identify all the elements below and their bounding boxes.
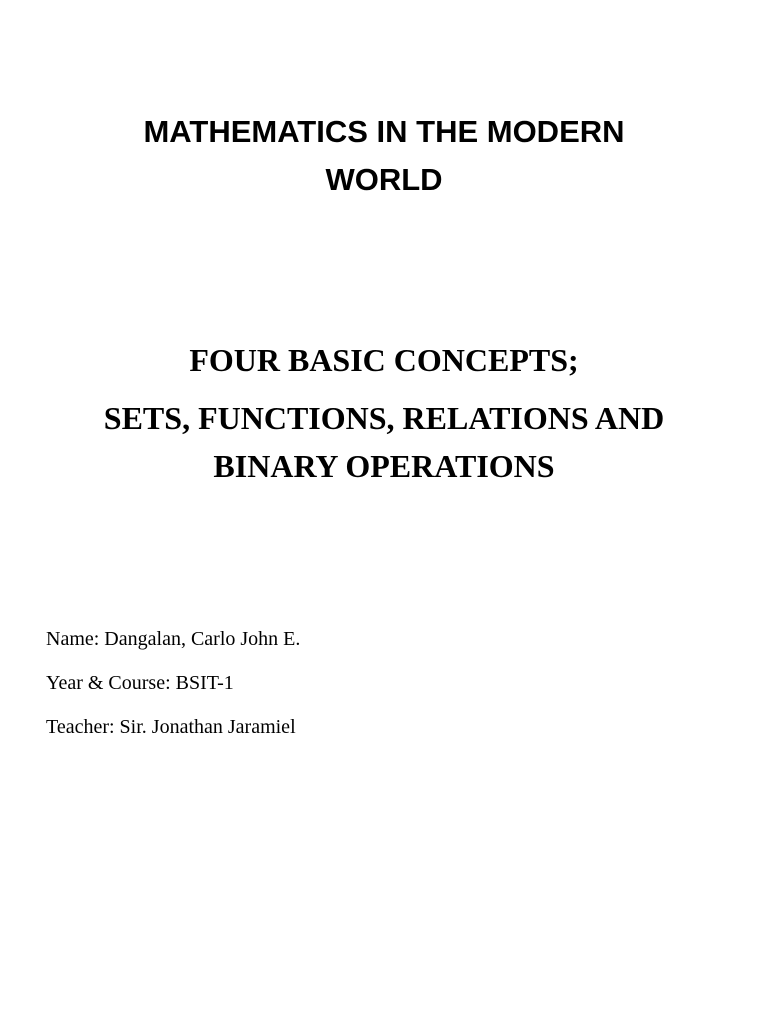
document-subtitle-topics-line-1: SETS, FUNCTIONS, RELATIONS AND <box>103 400 665 436</box>
student-name: Name: Dangalan, Carlo John E. <box>46 628 301 650</box>
document-title-line-1: MATHEMATICS IN THE MODERN <box>143 114 625 149</box>
student-teacher: Teacher: Sir. Jonathan Jaramiel <box>46 716 296 738</box>
student-info <box>46 628 300 760</box>
document-title-line-2: WORLD <box>325 162 443 197</box>
document-title <box>0 108 768 204</box>
document-subtitle-heading: FOUR BASIC CONCEPTS; <box>189 342 579 378</box>
document-subtitle-topics-line-2: BINARY OPERATIONS <box>213 448 555 484</box>
document-subtitle-topics <box>0 394 768 490</box>
student-year-course: Year & Course: BSIT-1 <box>46 672 234 694</box>
